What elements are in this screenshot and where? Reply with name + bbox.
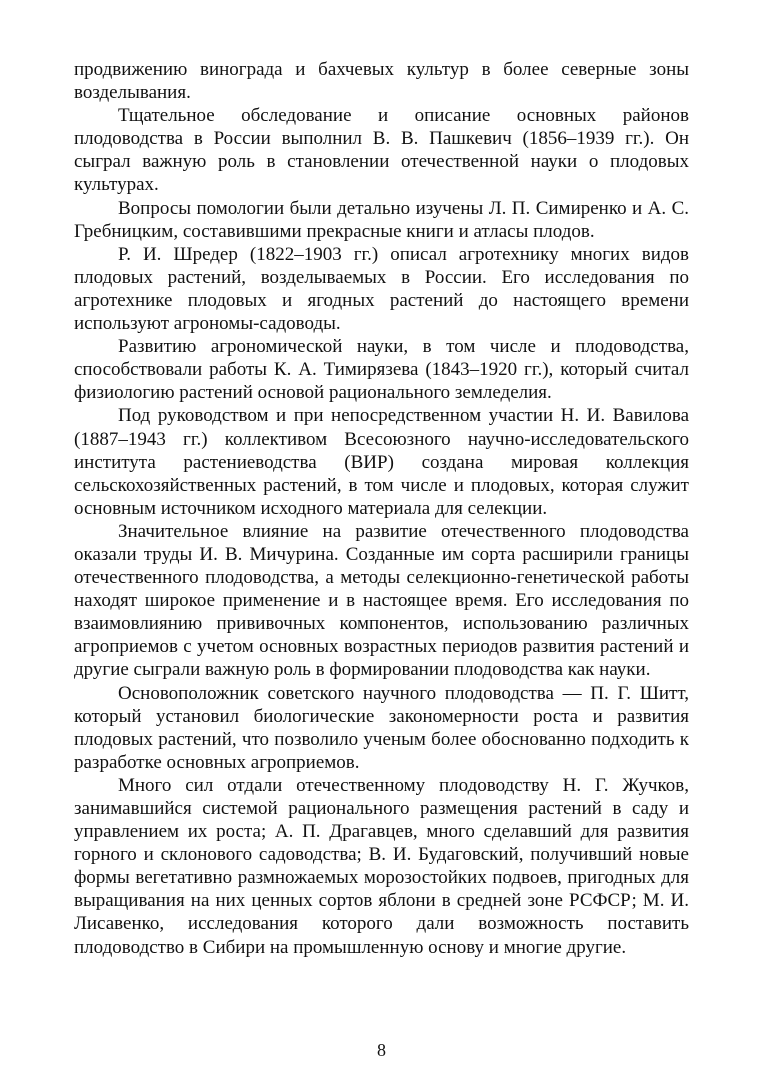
paragraph-contributors: Много сил отдали отечественному плодоводству Н. Г. Жучков, занимавшийся системой рационального размещения растений в саду и управлением их роста; А. П. Драгавцев, много сделавший для развития горного и склонового садоводства; В. И. Будаговский, получивший новые формы вегетативно размножаемых морозостойких подвоев, пригодных для выращивания на них ценных сортов яблони в средней зоне РСФСР; М. И. Лисавенко, исследования которого дали возможность поставить плодоводство в Сибири на промышленную основу и многие другие. xyxy=(74,774,689,958)
paragraph-shreder: Р. И. Шредер (1822–1903 гг.) описал агротехнику многих видов плодовых растений, возделываемых в России. Его исследования по агротехнике плодовых и ягодных растений до настоящего времени используют агрономы-садоводы. xyxy=(74,243,689,335)
paragraph-continued: продвижению винограда и бахчевых культур в более северные зоны возделывания. xyxy=(74,59,689,104)
paragraph-timiryazev: Развитию агрономической науки, в том числе и плодоводства, способствовали работы К. А. Тимирязева (1843–1920 гг.), который считал физиологию растений основой рационального земледелия. xyxy=(74,336,689,404)
paragraph-michurin: Значительное влияние на развитие отечественного плодоводства оказали труды И. В. Мичурина. Созданные им сорта расширили границы отечественного плодоводства, а методы селекционно-генетической работы находят широкое применение и в настоящее время. Его исследования по взаимовлиянию прививочных компонентов, использованию различных агроприемов с учетом основных возрастных периодов развития растений и другие сыграли важную роль в формировании плодоводства как науки. xyxy=(74,520,689,681)
page-body xyxy=(74,58,689,959)
paragraph-pomology: Вопросы помологии были детально изучены Л. П. Симиренко и А. С. Гребницким, составившими прекрасные книги и атласы плодов. xyxy=(74,197,689,242)
paragraph-vavilov: Под руководством и при непосредственном участии Н. И. Вавилова (1887–1943 гг.) коллективом Всесоюзного научно-исследовательского института растениеводства (ВИР) создана мировая коллекция сельскохозяйственных растений, в том числе и плодовых, которая служит основным источником исходного материала для селекции. xyxy=(74,405,689,519)
paragraph-pashkevich: Тщательное обследование и описание основных районов плодоводства в России выполнил В. В. Пашкевич (1856–1939 гг.). Он сыграл важную роль в становлении отечественной науки о плодовых культурах. xyxy=(74,105,689,196)
page-number: 8 xyxy=(377,1040,386,1060)
paragraph-shitt: Основоположник советского научного плодоводства — П. Г. Шитт, который установил биологические закономерности роста и развития плодовых растений, что позволило ученым более обоснованно подходить к разработке основных агроприемов. xyxy=(74,682,689,773)
